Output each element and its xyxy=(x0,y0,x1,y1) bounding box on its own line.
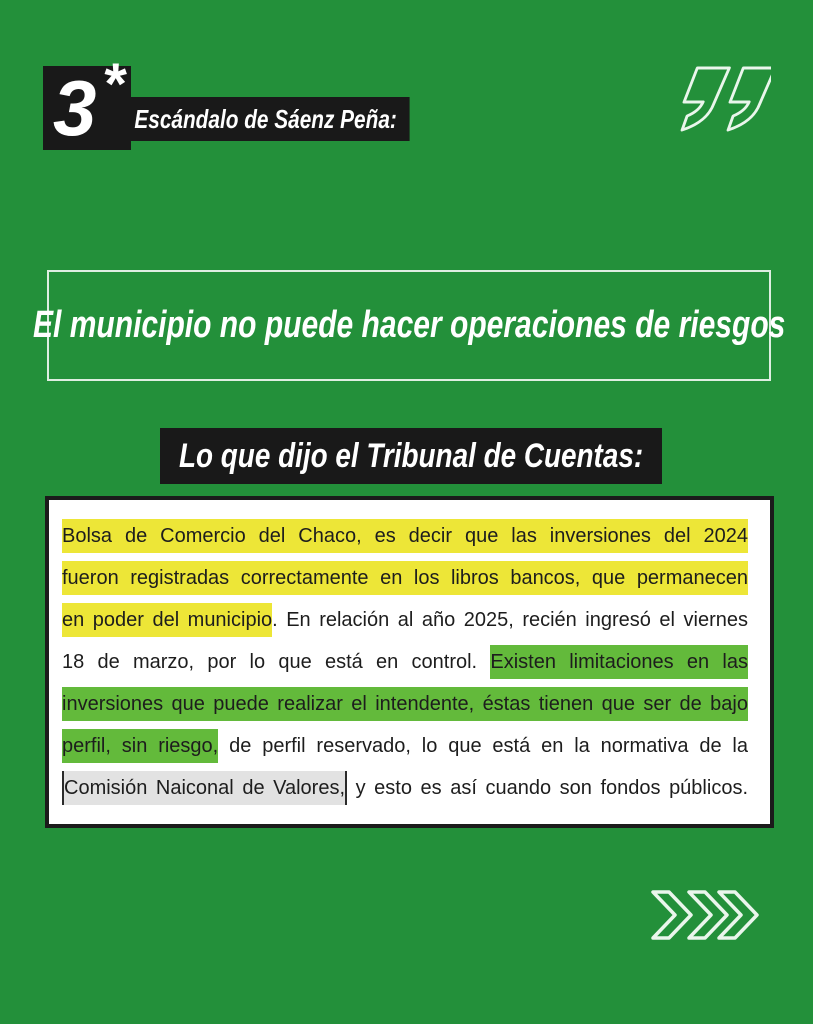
issue-number-badge xyxy=(43,52,131,152)
highlighted-text-yellow: Bolsa de Comercio del Chaco, es decir que las inversiones del 2024 xyxy=(62,519,748,553)
card-text: 18 de marzo, por lo que está en control. xyxy=(62,651,491,673)
card-line xyxy=(62,683,748,725)
card-line xyxy=(62,641,748,683)
highlighted-text-yellow: fueron registradas correctamente en los libros bancos, que permanecen xyxy=(62,561,748,595)
card-line xyxy=(62,599,748,641)
highlighted-text-gray: Comisión Naiconal de Valores, xyxy=(62,771,347,805)
card-line xyxy=(62,557,748,599)
card-text: de perfil reservado, lo que está en la normativa de la xyxy=(218,735,748,757)
highlighted-text-green: Existen limitaciones en las xyxy=(490,645,748,679)
section-banner xyxy=(160,428,662,484)
section-banner-text: Lo que dijo el Tribunal de Cuentas: xyxy=(178,436,644,475)
card-text: . En relación al año 2025, recién ingresó el viernes xyxy=(272,609,748,631)
quote-icon xyxy=(669,60,771,144)
asterisk-mark: * xyxy=(104,52,127,117)
card-line xyxy=(62,767,748,809)
kicker-banner xyxy=(112,97,410,141)
card-text: y esto es así cuando son fondos públicos. xyxy=(347,777,748,799)
issue-number: 3 xyxy=(53,64,97,152)
headline-box xyxy=(32,270,786,381)
highlighted-text-green: perfil, sin riesgo, xyxy=(62,729,218,763)
headline-text: El municipio no puede hacer operaciones de riesgos xyxy=(32,304,786,346)
highlighted-text-green: inversiones que puede realizar el intendente, éstas tienen que ser de bajo xyxy=(62,687,748,721)
kicker-label: Escándalo de Sáenz Peña: xyxy=(134,103,397,134)
highlighted-text-yellow: en poder del municipio xyxy=(62,603,272,637)
card-line xyxy=(62,515,748,557)
triple-chevron-right-icon xyxy=(649,886,761,944)
quote-card xyxy=(45,496,774,828)
card-line xyxy=(62,725,748,767)
